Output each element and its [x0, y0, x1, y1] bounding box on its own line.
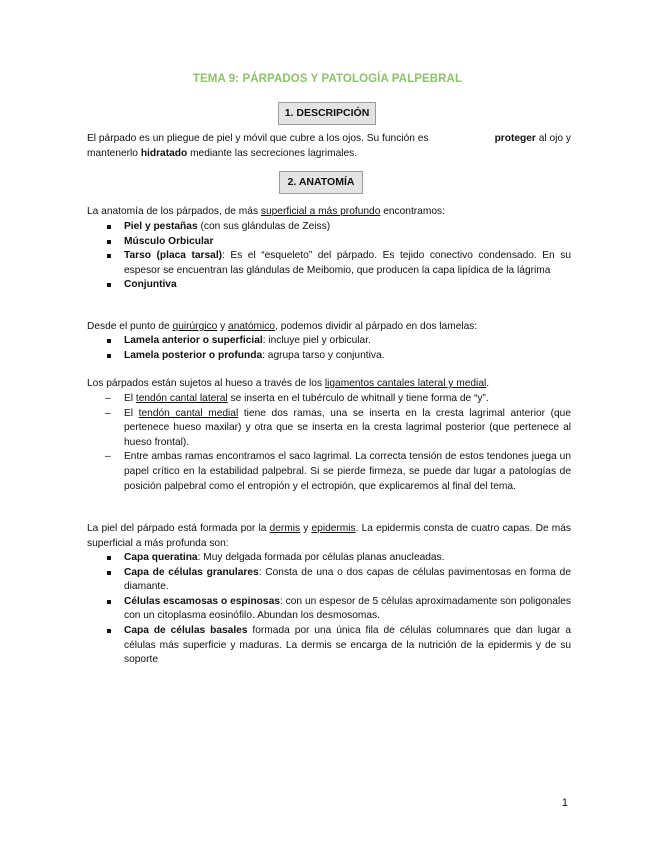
section-label: 2. ANATOMÍA: [287, 176, 355, 188]
section-label: 1. DESCRIPCIÓN: [284, 107, 370, 119]
square-bullet-icon: [107, 600, 111, 604]
list-item: Conjuntiva: [87, 278, 571, 293]
text-line: mantenerlo hidratado mediante las secreciones lagrimales.: [87, 147, 358, 159]
square-bullet-icon: [107, 254, 111, 258]
section-header-anatomia: [279, 171, 363, 194]
square-bullet-icon: [107, 339, 111, 343]
section-header-descripcion: [278, 102, 376, 125]
paragraph-ligamentos-intro: Los párpados están sujetos al hueso a través de los ligamentos cantales lateral y medial.: [87, 378, 490, 389]
page-number: 1: [561, 797, 568, 809]
list-capas-parpado: [87, 220, 571, 293]
square-bullet-icon: [107, 225, 111, 229]
paragraph-lamelas-intro: Desde el punto de quirúrgico y anatómico, podemos dividir al párpado en dos lamelas:: [87, 321, 478, 332]
list-item: Capa queratina: Muy delgada formada por células planas anucleadas.: [87, 551, 571, 566]
square-bullet-icon: [107, 629, 111, 633]
list-item: Lamela posterior o profunda: agrupa tarso y conjuntiva.: [87, 349, 571, 364]
list-item: – Entre ambas ramas encontramos el saco lagrimal. La correcta tensión de estos tendones juega un papel crítico en la estabilidad palpebral. Si se pierde firmeza, se puede dar lugar a patologías de posición palpebral como el entropión y el ectropión, que explicaremos al final del tema.: [105, 451, 571, 492]
paragraph-descripcion: [87, 132, 571, 161]
paragraph-anatomia-intro: La anatomía de los párpados, de más superficial a más profundo encontramos:: [87, 206, 445, 217]
text-line: El párpado es un pliegue de piel y móvil que cubre a los ojos. Su función es proteger al ojo y: [87, 133, 571, 144]
list-item: Músculo Orbicular: [87, 235, 571, 250]
list-epidermis: [87, 551, 571, 668]
square-bullet-icon: [107, 354, 111, 358]
document-title: TEMA 9: PÁRPADOS Y PATOLOGÍA PALPEBRAL: [192, 73, 463, 85]
square-bullet-icon: [107, 240, 111, 244]
square-bullet-icon: [107, 283, 111, 287]
square-bullet-icon: [107, 556, 111, 560]
dash-bullet-icon: –: [105, 451, 111, 463]
paragraph-piel-intro: La piel del párpado está formada por la dermis y epidermis. La epidermis consta de cuatro capas. De más superficial a más profunda son:: [87, 523, 571, 549]
list-item: Lamela anterior o superficial: incluye piel y orbicular.: [87, 334, 571, 349]
list-item: Capa de células granulares: Consta de una o dos capas de células pavimentosas en forma de diamante.: [87, 566, 571, 595]
list-item: Piel y pestañas (con sus glándulas de Zeiss): [87, 220, 571, 235]
list-item: – El tendón cantal lateral se inserta en el tubérculo de whitnall y tiene forma de “y”.: [87, 392, 571, 407]
list-lamelas: [87, 334, 571, 363]
list-item: Capa de células basales formada por una única fila de células columnares que dan lugar a células más superficie y maduras. La dermis se encarga de la nutrición de la epidermis y de su soporte: [87, 624, 571, 668]
list-item: – El tendón cantal medial tiene dos ramas, una se inserta en la cresta lagrimal anterior (que pertenece hueso maxilar) y otra que se inserta en la cresta lagrimal posterior (que pertenece al hueso frontal).: [105, 407, 572, 448]
dash-bullet-icon: –: [105, 393, 111, 404]
dash-bullet-icon: –: [105, 407, 111, 419]
list-item: Células escamosas o espinosas: con un espesor de 5 células aproximadamente son poligonales con un citoplasma eosinófilo. Abundan los desmosomas.: [87, 595, 571, 624]
list-tendones: [87, 392, 571, 494]
square-bullet-icon: [107, 571, 111, 575]
list-item: Tarso (placa tarsal): Es el “esqueleto” del párpado. Es tejido conectivo condensado. En su espesor se encuentran las glándulas de Meibomio, que producen la capa lipídica de la lágrima: [87, 249, 571, 278]
